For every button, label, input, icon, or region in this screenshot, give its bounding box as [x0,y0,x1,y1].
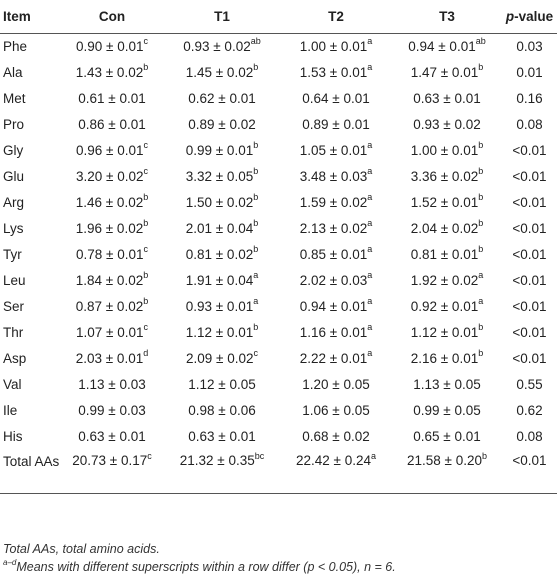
table-cell [392,85,502,111]
cell-superscript: bc [254,450,265,461]
cell-value: 1.00 ± 0.01 [410,142,479,158]
table-cell [280,423,392,449]
table-row [0,319,557,345]
cell-superscript: a [478,270,484,280]
table-row [0,449,557,493]
table-cell [60,423,164,449]
table-cell [164,345,280,371]
cell-value: 0.63 ± 0.01 [188,428,256,444]
cell-superscript: a [370,450,376,461]
cell-superscript: b [253,140,259,150]
cell-value: 0.89 ± 0.02 [188,116,256,132]
cell-value: 3.20 ± 0.02 [76,168,144,184]
cell-superscript: b [143,192,149,202]
cell-p-value: <0.01 [512,220,547,236]
cell-superscript: b [143,296,149,306]
cell-p-value: 0.03 [516,38,543,54]
cell-value: 0.94 ± 0.01 [299,298,368,314]
table-cell [60,267,164,293]
cell-superscript: a [367,244,373,254]
cell-value: 1.43 ± 0.02 [75,64,144,80]
table-cell [164,449,280,493]
table-cell [392,33,502,59]
table-cell [164,111,280,137]
table-cell [280,449,392,493]
table-cell [60,163,164,189]
cell-value: 1.59 ± 0.02 [299,194,368,210]
row-item-label: His [3,428,23,444]
row-item-label: Thr [3,324,24,340]
cell-value: 3.48 ± 0.03 [299,168,368,184]
table-cell [280,85,392,111]
cell-value: 1.13 ± 0.03 [78,376,146,392]
cell-value: 1.47 ± 0.01 [410,64,479,80]
cell-value: 1.07 ± 0.01 [76,324,144,340]
cell-p-value: <0.01 [512,324,547,340]
cell-p-value: 0.62 [516,402,543,418]
cell-superscript: ab [250,36,261,47]
row-item-label: Pro [3,116,25,132]
table-cell [392,397,502,423]
table-body [0,33,557,493]
cell-value: 0.99 ± 0.01 [185,142,254,158]
table-cell [60,397,164,423]
table-cell [164,241,280,267]
cell-value: 1.50 ± 0.02 [185,194,254,210]
header-p-value: p-value [502,0,557,33]
table-row [0,423,557,449]
table-cell [280,397,392,423]
cell-superscript: a [478,296,484,306]
table-row [0,345,557,371]
table-cell [280,33,392,59]
cell-value: 0.85 ± 0.01 [299,246,368,262]
table-cell [164,293,280,319]
cell-superscript: a [367,192,373,202]
footnote-superscripts [3,558,396,576]
cell-value: 1.13 ± 0.05 [413,376,481,392]
cell-superscript: a [367,218,373,228]
table-row [0,85,557,111]
row-item-label: Asp [3,350,27,366]
cell-p-value: 0.08 [516,428,543,444]
table-cell [392,241,502,267]
cell-value: 2.01 ± 0.04 [185,220,254,236]
cell-value: 0.68 ± 0.02 [302,428,370,444]
cell-value: 1.06 ± 0.05 [302,402,370,418]
cell-p-value: 0.08 [516,116,543,132]
cell-p-value: <0.01 [502,449,557,493]
cell-superscript: a [367,140,373,150]
table-cell [280,59,392,85]
cell-value: 3.32 ± 0.05 [185,168,254,184]
table-cell [392,449,502,493]
cell-p-value: <0.01 [512,272,547,288]
row-item-label: Ile [3,402,18,418]
table-cell [280,345,392,371]
table-cell [60,215,164,241]
header-con: Con [60,0,164,33]
table-row [0,397,557,423]
cell-value: 1.12 ± 0.01 [185,324,254,340]
table-row [0,371,557,397]
row-item-label: Ser [3,298,25,314]
table-cell [280,371,392,397]
cell-superscript: a [253,270,259,280]
cell-value: 0.93 ± 0.01 [185,298,254,314]
table-row [0,293,557,319]
table-cell [392,319,502,345]
cell-superscript: b [478,244,484,254]
cell-p-value: <0.01 [512,298,547,314]
table-cell [280,189,392,215]
table-cell [280,163,392,189]
table-cell [60,241,164,267]
cell-superscript: b [478,62,484,72]
table-cell [280,215,392,241]
cell-value: 0.94 ± 0.01 [408,38,476,54]
cell-value: 2.03 ± 0.01 [75,350,144,366]
table-row [0,137,557,163]
row-item-label: Tyr [3,246,22,262]
cell-value: 0.63 ± 0.01 [78,428,146,444]
table-cell [164,137,280,163]
table-cell [392,293,502,319]
cell-p-value: 0.55 [516,376,543,392]
cell-value: 1.91 ± 0.04 [185,272,254,288]
cell-superscript: b [143,62,149,72]
cell-superscript: b [143,270,149,280]
table-cell [60,137,164,163]
cell-value: 1.52 ± 0.01 [410,194,479,210]
cell-superscript: a [367,62,373,72]
cell-value: 2.04 ± 0.02 [410,220,479,236]
cell-value: 0.63 ± 0.01 [413,90,481,106]
cell-superscript: d [143,348,149,358]
cell-superscript: a [367,296,373,306]
table-cell [60,189,164,215]
cell-value: 21.58 ± 0.20 [407,453,482,468]
cell-value: 0.65 ± 0.01 [413,428,481,444]
header-t1: T1 [164,0,280,33]
cell-value: 1.05 ± 0.01 [299,142,368,158]
cell-value: 2.02 ± 0.03 [299,272,368,288]
table-cell [164,371,280,397]
cell-superscript: c [143,36,148,47]
table-cell [392,267,502,293]
cell-superscript: b [253,322,259,332]
table-cell [60,85,164,111]
cell-value: 1.53 ± 0.01 [299,64,368,80]
table-cell [60,33,164,59]
cell-superscript: c [143,244,148,254]
table-row [0,163,557,189]
cell-value: 1.96 ± 0.02 [75,220,144,236]
cell-p-value: <0.01 [512,168,547,184]
cell-superscript: b [478,140,484,150]
table-cell [280,319,392,345]
row-item-label: Val [3,376,22,392]
cell-value: 1.00 ± 0.01 [299,38,368,54]
cell-superscript: c [143,140,148,150]
cell-superscript: c [147,450,152,461]
table-cell [164,397,280,423]
table-cell [280,241,392,267]
cell-value: 1.45 ± 0.02 [185,64,254,80]
cell-superscript: c [143,166,148,176]
table-cell [164,267,280,293]
table-cell [60,111,164,137]
cell-superscript: a [367,270,373,280]
cell-value: 0.81 ± 0.02 [185,246,254,262]
row-item-label: Arg [3,194,25,210]
footnote-sup: a–d [3,557,17,567]
table-row [0,241,557,267]
table-cell [164,85,280,111]
cell-value: 0.89 ± 0.01 [302,116,370,132]
cell-superscript: c [253,348,258,358]
cell-value: 1.92 ± 0.02 [410,272,479,288]
cell-value: 22.42 ± 0.24 [296,453,371,468]
table-cell [60,293,164,319]
table-row [0,189,557,215]
cell-value: 2.13 ± 0.02 [299,220,368,236]
table-row [0,59,557,85]
cell-p-value: <0.01 [512,142,547,158]
cell-value: 1.16 ± 0.01 [299,324,368,340]
cell-superscript: b [253,244,259,254]
table-cell [164,423,280,449]
cell-superscript: b [253,62,259,72]
table-cell [60,59,164,85]
table-cell [392,423,502,449]
table-cell [164,215,280,241]
table-footnotes [3,540,396,576]
cell-superscript: b [253,192,259,202]
table-cell [280,137,392,163]
cell-value: 0.92 ± 0.01 [410,298,479,314]
cell-superscript: c [143,322,148,332]
cell-superscript: ab [475,36,486,47]
row-item-label: Phe [3,38,28,54]
footnote-abbreviation: Total AAs, total amino acids. [3,542,160,556]
cell-value: 20.73 ± 0.17 [72,453,148,468]
table-cell [60,449,164,493]
cell-value: 0.96 ± 0.01 [76,142,144,158]
table-cell [164,163,280,189]
table-cell [164,59,280,85]
row-item-label: Total AAs [0,449,60,493]
table-cell [164,319,280,345]
cell-p-value: 0.01 [516,64,543,80]
cell-superscript: a [367,166,373,176]
table-cell [392,59,502,85]
table-cell [280,267,392,293]
cell-value: 0.81 ± 0.01 [410,246,479,262]
cell-superscript: b [478,218,484,228]
cell-p-value: <0.01 [512,246,547,262]
cell-p-value: <0.01 [512,194,547,210]
header-item: Item [0,0,60,33]
cell-superscript: b [478,192,484,202]
cell-value: 3.36 ± 0.02 [410,168,479,184]
cell-superscript: b [253,218,259,228]
table-header [0,0,557,33]
cell-superscript: a [367,36,373,47]
cell-p-value: <0.01 [512,350,547,366]
row-item-label: Lys [3,220,24,236]
cell-value: 0.87 ± 0.02 [75,298,144,314]
table-cell [392,163,502,189]
cell-value: 0.99 ± 0.03 [78,402,146,418]
table-cell [280,293,392,319]
cell-value: 1.46 ± 0.02 [75,194,144,210]
cell-value: 0.98 ± 0.06 [188,402,256,418]
cell-value: 1.12 ± 0.01 [410,324,479,340]
cell-value: 0.93 ± 0.02 [183,38,251,54]
cell-superscript: b [478,322,484,332]
table-cell [392,189,502,215]
header-row [0,0,557,33]
table-cell [392,345,502,371]
footnote-superscripts-text: Means with different superscripts within a row differ (p < 0.05), n = 6. [16,560,396,574]
cell-value: 21.32 ± 0.35 [179,453,255,468]
cell-superscript: b [253,166,259,176]
table-cell [392,371,502,397]
cell-value: 0.64 ± 0.01 [302,90,370,106]
table-cell [60,371,164,397]
table-cell [392,111,502,137]
header-t3: T3 [392,0,502,33]
row-item-label: Leu [3,272,26,288]
cell-value: 0.61 ± 0.01 [78,90,146,106]
cell-value: 0.99 ± 0.05 [413,402,481,418]
cell-value: 0.62 ± 0.01 [188,90,256,106]
table-cell [392,137,502,163]
cell-value: 2.16 ± 0.01 [410,350,479,366]
cell-superscript: b [143,218,149,228]
table-cell [164,33,280,59]
cell-value: 1.84 ± 0.02 [75,272,144,288]
row-item-label: Glu [3,168,25,184]
row-item-label: Met [3,90,26,106]
table-cell [164,189,280,215]
table-cell [60,345,164,371]
row-item-label: Gly [3,142,24,158]
cell-value: 1.12 ± 0.05 [188,376,256,392]
cell-superscript: a [367,348,373,358]
table-row [0,33,557,59]
table-row [0,267,557,293]
cell-superscript: b [478,166,484,176]
cell-value: 0.90 ± 0.01 [76,38,144,54]
cell-value: 2.22 ± 0.01 [299,350,368,366]
cell-value: 0.86 ± 0.01 [78,116,146,132]
cell-value: 0.78 ± 0.01 [76,246,144,262]
table-cell [280,111,392,137]
cell-superscript: b [478,348,484,358]
cell-superscript: b [481,450,487,461]
cell-p-value: 0.16 [516,90,543,106]
table-cell [60,319,164,345]
row-item-label: Ala [3,64,23,80]
cell-value: 0.93 ± 0.02 [413,116,481,132]
table-row [0,215,557,241]
cell-superscript: a [367,322,373,332]
table-cell [392,215,502,241]
cell-value: 2.09 ± 0.02 [186,350,254,366]
cell-superscript: a [253,296,259,306]
header-p-value-suffix: -value [514,8,554,24]
header-t2: T2 [280,0,392,33]
cell-value: 1.20 ± 0.05 [302,376,370,392]
table-row [0,111,557,137]
